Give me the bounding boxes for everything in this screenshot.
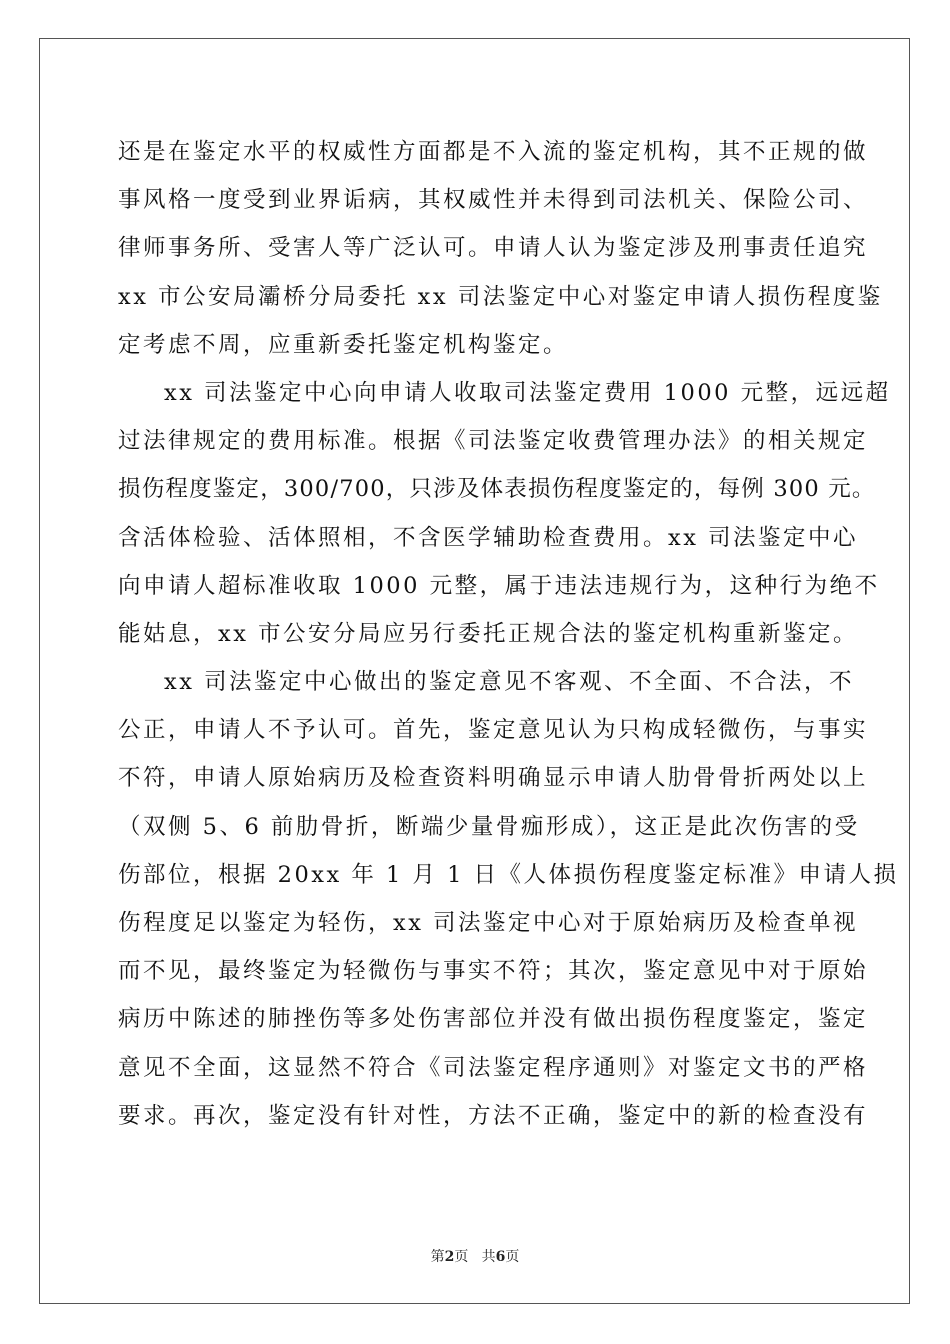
text-line: 而不见，最终鉴定为轻微伤与事实不符；其次，鉴定意见中对于原始: [118, 958, 869, 985]
text-line: 不符，申请人原始病历及检查资料明确显示申请人肋骨骨折两处以上: [118, 765, 869, 792]
text-line: 律师事务所、受害人等广泛认可。申请人认为鉴定涉及刑事责任追究: [118, 235, 869, 262]
text-line: 损伤程度鉴定，300/700，只涉及体表损伤程度鉴定的，每例 300 元。: [118, 476, 876, 503]
text-line: 向申请人超标准收取 1000 元整，属于违法违规行为，这种行为绝不: [118, 572, 880, 599]
text-line: （双侧 5、6 前肋骨折，断端少量骨痂形成），这正是此次伤害的受: [118, 813, 860, 840]
page-footer: [0, 1247, 950, 1267]
total-suffix: 页: [505, 1249, 520, 1265]
text-line: 公正，申请人不予认可。首先，鉴定意见认为只构成轻微伤，与事实: [118, 717, 869, 744]
total-pages: 6: [495, 1249, 506, 1265]
text-line: 含活体检验、活体照相，不含医学辅助检查费用。xx 司法鉴定中心: [118, 524, 859, 551]
page-number: 2: [444, 1249, 455, 1265]
text-line: 还是在鉴定水平的权威性方面都是不入流的鉴定机构，其不正规的做: [118, 139, 869, 165]
text-line: xx 市公安局灞桥分局委托 xx 司法鉴定中心对鉴定申请人损伤程度鉴: [118, 283, 883, 310]
text-line: 过法律规定的费用标准。根据《司法鉴定收费管理办法》的相关规定: [118, 428, 869, 455]
page-prefix: 第: [430, 1249, 445, 1265]
text-line: 意见不全面，这显然不符合《司法鉴定程序通则》对鉴定文书的严格: [118, 1054, 869, 1081]
text-line: 事风格一度受到业界诟病，其权威性并未得到司法机关、保险公司、: [118, 187, 869, 214]
text-line: 定考虑不周，应重新委托鉴定机构鉴定。: [118, 331, 569, 358]
text-line: 病历中陈述的肺挫伤等多处伤害部位并没有做出损伤程度鉴定，鉴定: [118, 1006, 869, 1033]
page-suffix: 页: [454, 1249, 469, 1265]
text-line: 伤程度足以鉴定为轻伤，xx 司法鉴定中心对于原始病历及检查单视: [118, 910, 859, 936]
text-line: 要求。再次，鉴定没有针对性，方法不正确，鉴定中的新的检查没有: [118, 1102, 869, 1129]
text-line: 伤部位，根据 20xx 年 1 月 1 日《人体损伤程度鉴定标准》申请人损: [118, 861, 899, 888]
total-prefix: 共: [481, 1249, 496, 1265]
paragraph-first-line: xx 司法鉴定中心做出的鉴定意见不客观、不全面、不合法，不: [164, 669, 855, 696]
text-line: 能姑息，xx 市公安分局应另行委托正规合法的鉴定机构重新鉴定。: [118, 620, 859, 647]
paragraph-first-line: xx 司法鉴定中心向申请人收取司法鉴定费用 1000 元整，远远超: [164, 379, 891, 406]
document-body: [118, 128, 899, 1140]
